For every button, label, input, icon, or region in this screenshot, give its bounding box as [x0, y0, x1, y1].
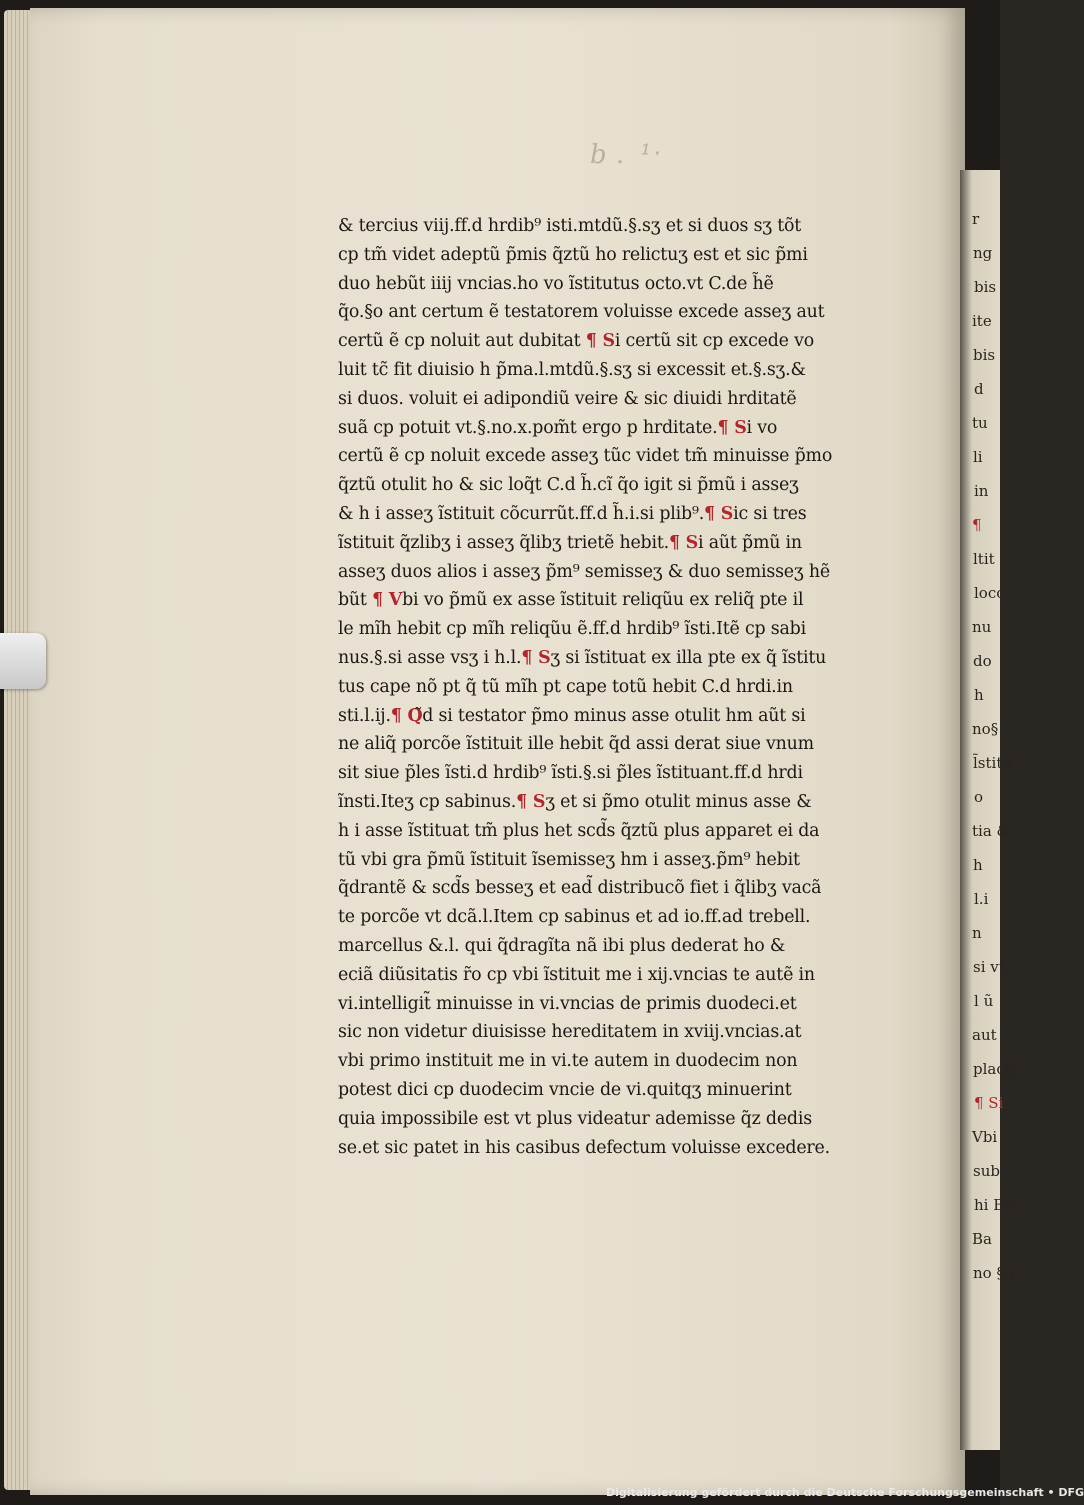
facing-fragment: l.i	[974, 890, 989, 908]
facing-fragment: ng	[973, 244, 993, 262]
facing-fragment: Vbi	[972, 1128, 998, 1146]
text-line: ĩstituit q̃zlibʒ i asseʒ q̃libʒ trietẽ hebit.¶ Si aũt p̃mũ in	[338, 532, 802, 553]
text-line: tus cape nõ pt q̃ tũ mĩh pt cape totũ hebit C.d hrdi.in	[338, 676, 793, 697]
facing-page-edge	[960, 170, 1018, 1450]
text-line: vbi primo instituit me in vi.te autem in duodecim non	[338, 1051, 798, 1072]
facing-fragment: locc	[974, 584, 1005, 602]
text-line: sti.l.ij.¶ Q̃d si testator p̃mo minus asse otulit hm aũt si	[338, 705, 806, 726]
text-line: si duos. voluit ei adipondiũ veire & sic diuidi hrditatẽ	[338, 388, 797, 409]
facing-fragment: si vt	[973, 958, 1005, 976]
pencil-note: b . ¹ˑ	[590, 140, 664, 170]
facing-fragment: h	[974, 686, 984, 704]
text-line: tũ vbi gra p̃mũ ĩstituit ĩsemisseʒ hm i asseʒ.p̃m⁹ hebit	[338, 849, 800, 870]
facing-fragment: r	[972, 210, 980, 228]
facing-fragment: l̃stitu	[973, 754, 1013, 772]
text-line: suã cp potuit vt.§.no.x.pom̃t ergo p hrditate.¶ Si vo	[338, 417, 778, 438]
facing-fragment: Ba	[972, 1230, 992, 1248]
text-line: nus.§.si asse vsʒ i h.l.¶ Sʒ si ĩstituat ex illa pte ex q̃ ĩstitu	[338, 647, 827, 668]
text-line: bũt ¶ Vbi vo p̃mũ ex asse ĩstituit reliqũu ex reliq̃ pte il	[338, 590, 804, 611]
facing-fragment: do	[973, 652, 992, 670]
text-line: certũ ẽ cp noluit excede asseʒ tũc videt tm̃ minuisse p̃mo	[338, 446, 833, 467]
text-line: eciã diũsitatis r̃o cp vbi ĩstituit me i xij.vncias te autẽ in	[338, 964, 815, 985]
text-line: marcellus &.l. qui q̃dragĩta nã ibi plus dederat ho &	[338, 935, 786, 956]
facing-fragment: ltit	[973, 550, 995, 568]
footer-credit: Digitalisierung gefördert durch die Deutsche Forschungsgemeinschaft • DFG	[606, 1486, 1084, 1499]
facing-fragment: ¶ Si	[974, 1094, 1004, 1112]
text-line: q̃o.§o ant certum ẽ testatorem voluisse excede asseʒ aut	[338, 302, 825, 323]
facing-fragment: bis	[973, 346, 996, 364]
facing-fragment: tu	[972, 414, 988, 432]
text-line: vi.intelligit̃ minuisse in vi.vncias de primis duodeci.et	[338, 993, 797, 1014]
facing-fragment: bis	[974, 278, 997, 296]
text-line: luit tc̃ fit diuisio h p̃ma.l.mtdũ.§.sʒ si excessit et.§.sʒ.&	[338, 359, 806, 380]
facing-fragment: ¶	[972, 516, 982, 534]
facing-fragment: in	[974, 482, 989, 500]
text-line: sit siue p̃les ĩsti.d hrdib⁹ ĩsti.§.si p̃les ĩstituant.ff.d hrdi	[338, 763, 803, 784]
text-line: quia impossibile est vt plus videatur ademisse q̃z dedis	[338, 1108, 812, 1129]
text-line: h i asse ĩstituat tm̃ plus het scd̃s q̃ztũ plus apparet ei da	[338, 820, 820, 841]
page-clip	[0, 633, 46, 689]
facing-fragment: l ũ	[974, 992, 994, 1010]
facing-fragment: no§	[972, 720, 999, 738]
text-line: ĩnsti.Iteʒ cp sabinus.¶ Sʒ et si p̃mo otulit minus asse &	[338, 791, 812, 812]
text-line: q̃drantẽ & scd̃s besseʒ et ead̃ distribucõ fiet i q̃libʒ vacã	[338, 878, 822, 899]
facing-fragment: o	[974, 788, 984, 806]
facing-fragment: placis	[973, 1060, 1018, 1078]
text-line: le mĩh hebit cp mĩh reliqũu ẽ.ff.d hrdib⁹ ĩsti.Itẽ cp sabi	[338, 619, 806, 640]
text-line: potest dici cp duodecim vncie de vi.quitqʒ minuerint	[338, 1079, 792, 1100]
text-line: asseʒ duos alios i asseʒ p̃m⁹ semisseʒ & duo semisseʒ hẽ	[338, 561, 830, 582]
text-line: se.et sic patet in his casibus defectum voluisse excedere.	[338, 1137, 830, 1158]
text-line: & h i asseʒ ĩstituit cõcurrũt.ff.d h̃.i.si plib⁹.¶ Sic si tres	[338, 503, 807, 524]
facing-fragment: nu	[972, 618, 992, 636]
text-line: & tercius viij.ff.d hrdib⁹ isti.mtdũ.§.sʒ et si duos sʒ tõt	[338, 216, 802, 236]
facing-fragment: h	[973, 856, 983, 874]
facing-fragment: sub	[973, 1162, 1000, 1180]
text-line: q̃ztũ otulit ho & sic loq̃t C.d h̃.cĩ q̃o igit si p̃mũ i asseʒ	[338, 475, 799, 496]
facing-fragment: li	[973, 448, 983, 466]
facing-fragment: ite	[972, 312, 992, 330]
text-line: certũ ẽ cp noluit aut dubitat ¶ Si certũ sit cp excede vo	[338, 331, 814, 352]
facing-fragment: n	[972, 924, 982, 942]
text-line: sic non videtur diuisisse hereditatem in xviij.vncias.at	[338, 1022, 802, 1043]
facing-fragment: hi Be	[974, 1196, 1014, 1214]
text-line: ne aliq̃ porcõe ĩstituit ille hebit q̃d assi derat siue vnum	[338, 734, 814, 755]
facing-fragment: no §.i	[973, 1264, 1014, 1282]
text-block	[338, 212, 920, 1162]
facing-fragment: aut	[972, 1026, 997, 1044]
text-line: te porcõe vt dcã.l.Item cp sabinus et ad io.ff.ad trebell.	[338, 907, 811, 928]
text-line: duo hebũt iiij vncias.ho vo ĩstitutus octo.vt C.de h̃ẽ	[338, 273, 774, 294]
facing-fragment: tia &	[972, 822, 1010, 840]
facing-fragment: d	[974, 380, 984, 398]
text-line: cp tm̃ videt adeptũ p̃mis q̃ztũ ho relictuʒ est et sic p̃mi	[338, 244, 808, 265]
